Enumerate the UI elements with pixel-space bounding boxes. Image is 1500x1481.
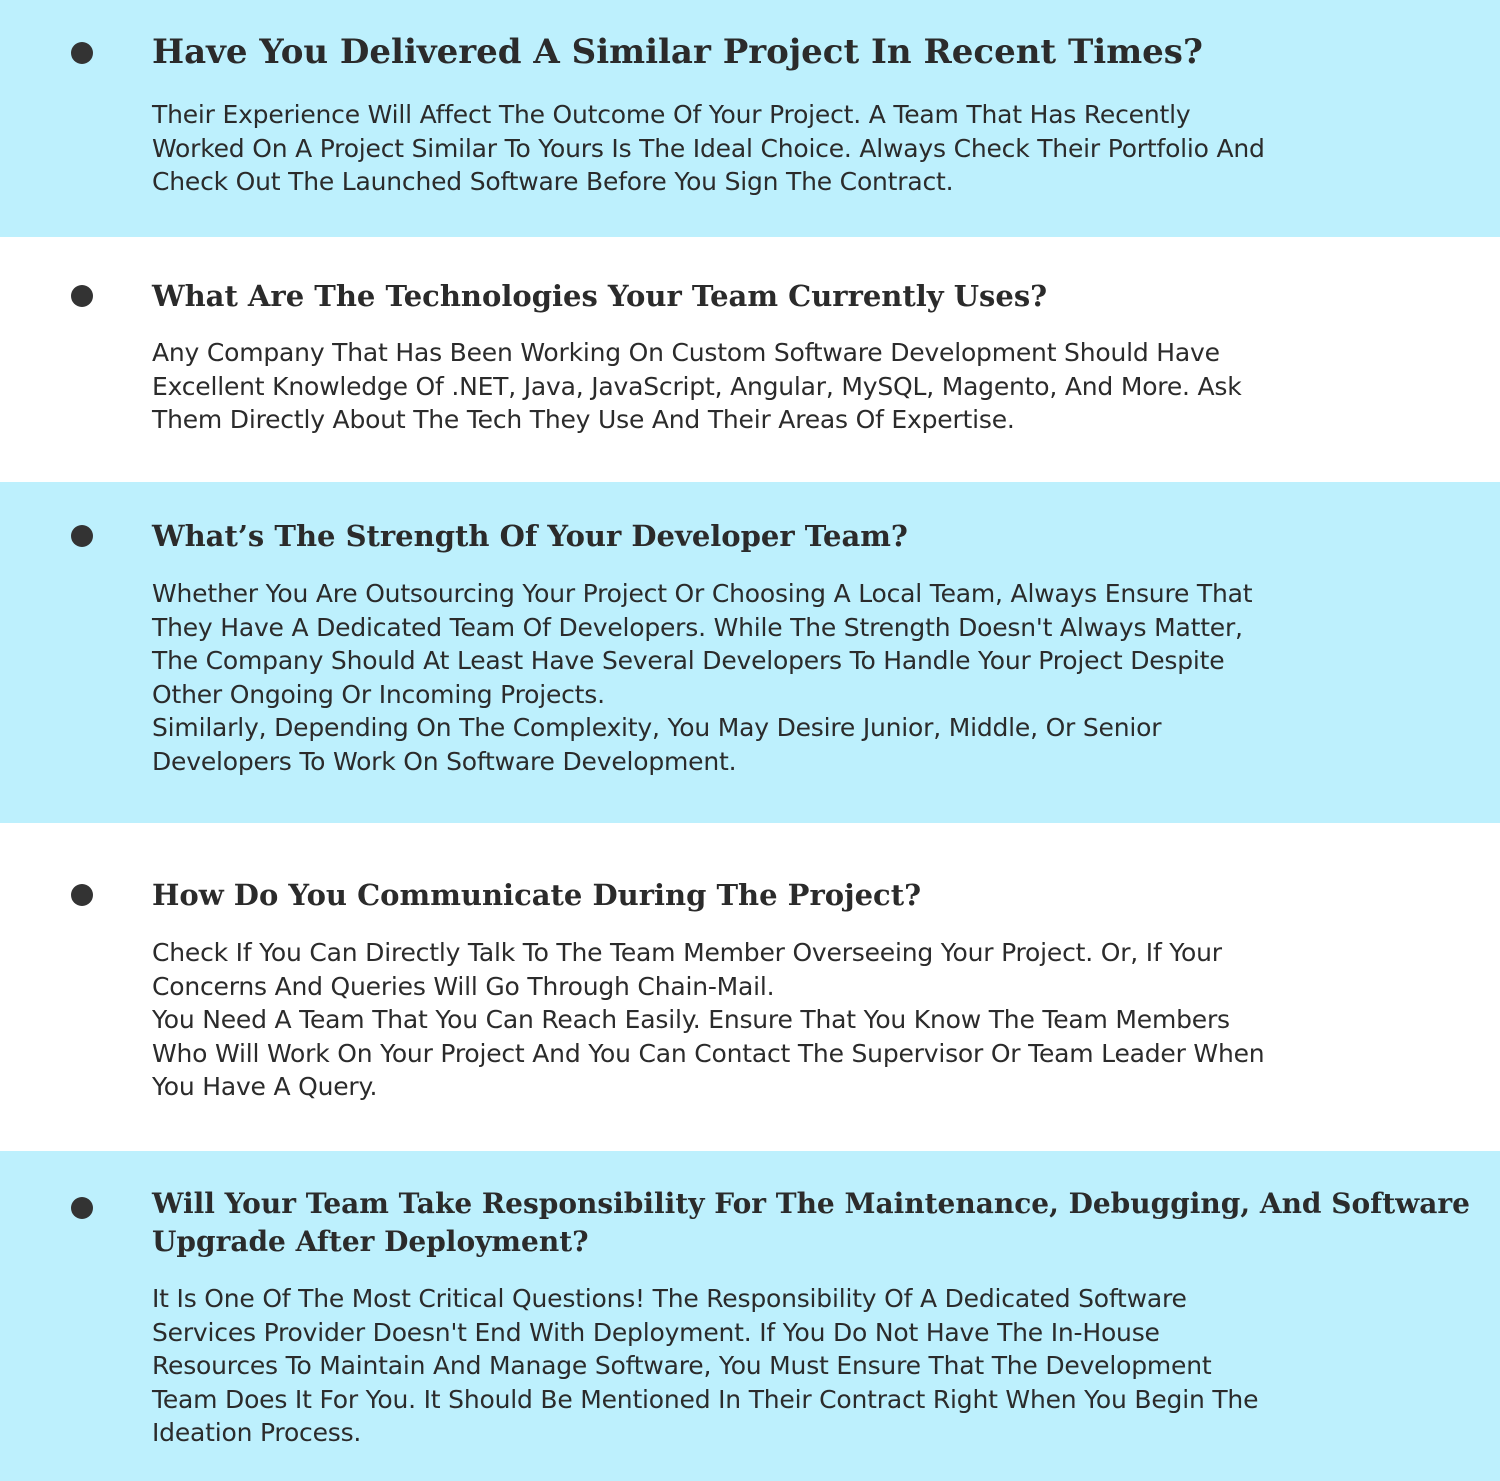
answer-line: The Company Should At Least Have Several Developers To Handle Your Project Despite [152,646,1225,676]
bullet-icon [71,525,93,547]
answer-line: You Have A Query. [152,1072,378,1102]
question-title: Have You Delivered A Similar Project In Recent Times? [152,32,1203,72]
bullet-icon [71,285,93,307]
answer-line: Similarly, Depending On The Complexity, You May Desire Junior, Middle, Or Senior [152,713,1162,743]
question-title: How Do You Communicate During The Project? [152,878,922,912]
answer-line: Their Experience Will Affect The Outcome Of Your Project. A Team That Has Recently [152,100,1191,129]
answer-line: Services Provider Doesn't End With Deployment. If You Do Not Have The In-House [152,1317,1160,1347]
question-title [152,1185,1470,1261]
answer-line: Check If You Can Directly Talk To The Team Member Overseeing Your Project. Or, If Your [152,938,1222,967]
answer-line: It Is One Of The Most Critical Questions! The Responsibility Of A Dedicated Software [152,1284,1187,1313]
bullet-icon [71,884,93,906]
question-answer [152,936,1462,1104]
question-title-line: Will Your Team Take Responsibility For The Maintenance, Debugging, And Software [152,1187,1470,1220]
faq-section-1 [0,0,1500,237]
answer-line: Team Does It For You. It Should Be Mentioned In Their Contract Right When You Begin The [152,1384,1259,1414]
question-answer [152,1282,1462,1450]
answer-line: You Need A Team That You Can Reach Easily. Ensure That You Know The Team Members [152,1005,1230,1035]
answer-line: Excellent Knowledge Of .NET, Java, JavaScript, Angular, MySQL, Magento, And More. Ask [152,371,1242,401]
question-title-line: Upgrade After Deployment? [152,1225,589,1258]
faq-section-3 [0,482,1500,823]
question-title: What Are The Technologies Your Team Currently Uses? [152,279,1048,313]
faq-section-5 [0,1151,1500,1481]
bullet-icon [71,42,93,64]
question-answer [152,577,1462,779]
answer-line: Worked On A Project Similar To Yours Is The Ideal Choice. Always Check Their Portfolio And [152,133,1265,163]
answer-line: Any Company That Has Been Working On Custom Software Development Should Have [152,338,1220,367]
faq-section-2 [0,237,1500,482]
answer-line: Them Directly About The Tech They Use And Their Areas Of Expertise. [152,405,1015,435]
faq-section-4 [0,823,1500,1151]
answer-line: Developers To Work On Software Development. [152,746,737,776]
answer-line: Ideation Process. [152,1418,362,1448]
bullet-icon [71,1197,93,1219]
answer-line: They Have A Dedicated Team Of Developers. While The Strength Doesn't Always Matter, [152,612,1243,642]
answer-line: Who Will Work On Your Project And You Can Contact The Supervisor Or Team Leader When [152,1038,1265,1068]
answer-line: Other Ongoing Or Incoming Projects. [152,679,605,709]
question-answer [152,336,1462,437]
answer-line: Concerns And Queries Will Go Through Chain-Mail. [152,971,775,1001]
answer-line: Check Out The Launched Software Before You Sign The Contract. [152,167,954,197]
question-answer [152,98,1462,199]
question-title: What’s The Strength Of Your Developer Team? [152,519,908,553]
answer-line: Whether You Are Outsourcing Your Project Or Choosing A Local Team, Always Ensure That [152,579,1253,608]
answer-line: Resources To Maintain And Manage Software, You Must Ensure That The Development [152,1351,1212,1381]
